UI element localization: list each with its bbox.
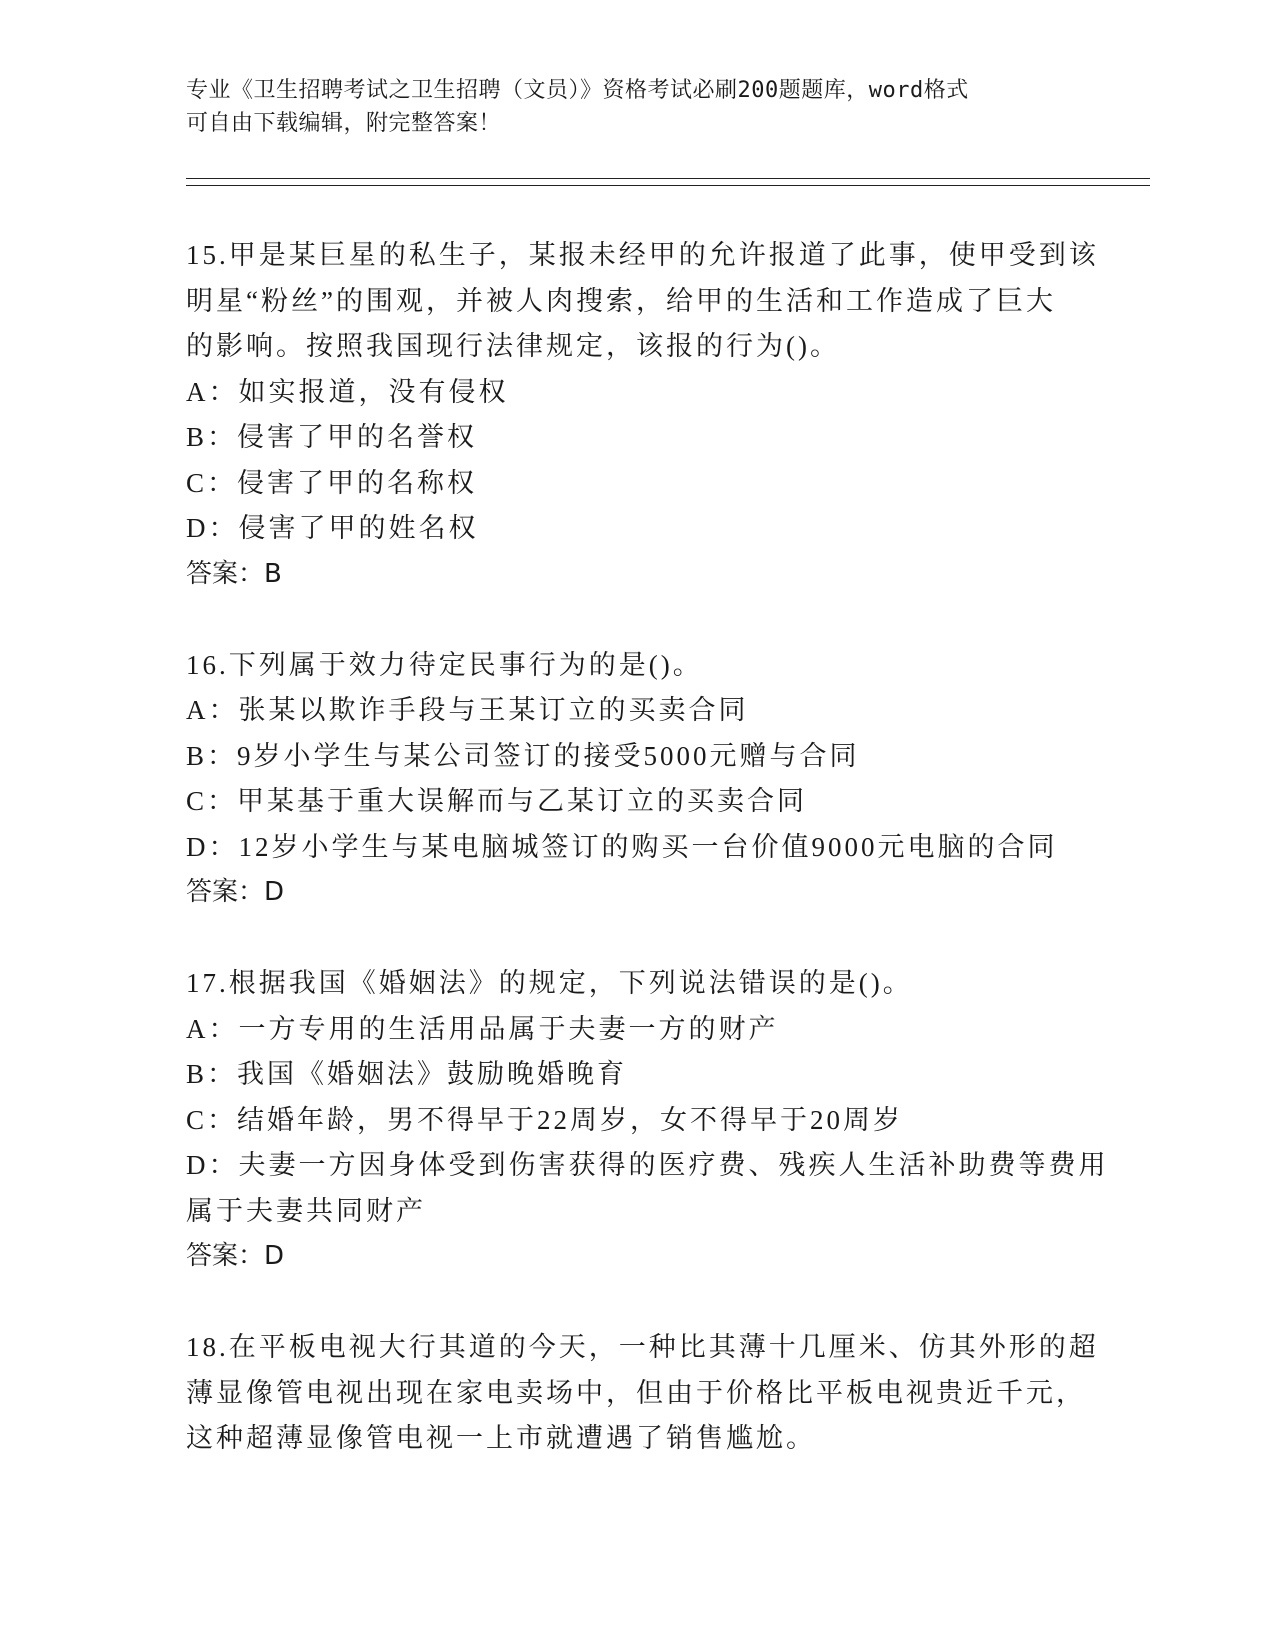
question-stem-line: 16.下列属于效力待定民事行为的是()。 <box>186 649 703 680</box>
option-d: D：12岁小学生与某电脑城签订的购买一台价值9000元电脑的合同 <box>186 831 1058 862</box>
question-stem-line: 15.甲是某巨星的私生子，某报未经甲的允许报道了此事，使甲受到该 <box>186 240 1099 270</box>
document-header <box>186 74 1066 140</box>
question-stem-line: 17.根据我国《婚姻法》的规定，下列说法错误的是()。 <box>186 968 913 998</box>
question-18 <box>186 1325 1099 1462</box>
question-list <box>186 233 1109 1507</box>
question-17 <box>186 961 1109 1280</box>
answer-label: 答案：B <box>186 558 282 589</box>
question-stem-line: 18.在平板电视大行其道的今天，一种比其薄十几厘米、仿其外形的超 <box>186 1332 1099 1362</box>
header-divider <box>186 178 1150 186</box>
header-line-1: 专业《卫生招聘考试之卫生招聘（文员）》资格考试必刷200题题库，word格式 <box>186 78 969 103</box>
option-a: A：一方专用的生活用品属于夫妻一方的财产 <box>186 1013 779 1044</box>
option-b: B：我国《婚姻法》鼓励晚婚晚育 <box>186 1059 628 1089</box>
option-c: C：甲某基于重大误解而与乙某订立的买卖合同 <box>186 786 808 816</box>
option-b: B：9岁小学生与某公司签订的接受5000元赠与合同 <box>186 740 860 771</box>
option-b: B：侵害了甲的名誉权 <box>186 422 478 452</box>
option-a: A：张某以欺诈手段与王某订立的买卖合同 <box>186 695 749 725</box>
question-stem-line: 薄显像管电视出现在家电卖场中，但由于价格比平板电视贵近千元， <box>186 1377 1086 1408</box>
option-d: D：侵害了甲的姓名权 <box>186 513 479 543</box>
header-line-2: 可自由下载编辑，附完整答案！ <box>186 111 502 136</box>
question-15 <box>186 233 1099 597</box>
option-d-continuation: 属于夫妻共同财产 <box>186 1195 426 1226</box>
option-a: A：如实报道，没有侵权 <box>186 376 509 407</box>
option-c: C：结婚年龄，男不得早于22周岁，女不得早于20周岁 <box>186 1104 904 1135</box>
question-16 <box>186 643 1086 916</box>
option-d: D：夫妻一方因身体受到伤害获得的医疗费、残疾人生活补助费等费用 <box>186 1150 1109 1180</box>
question-stem-line: 这种超薄显像管电视一上市就遭遇了销售尴尬。 <box>186 1423 816 1453</box>
answer-label: 答案：D <box>186 1241 285 1271</box>
answer-label: 答案：D <box>186 877 285 907</box>
option-c: C：侵害了甲的名称权 <box>186 467 478 498</box>
question-stem-line: 明星“粉丝”的围观，并被人肉搜索，给甲的生活和工作造成了巨大 <box>186 285 1056 316</box>
question-stem-line: 的影响。按照我国现行法律规定，该报的行为()。 <box>186 331 840 361</box>
